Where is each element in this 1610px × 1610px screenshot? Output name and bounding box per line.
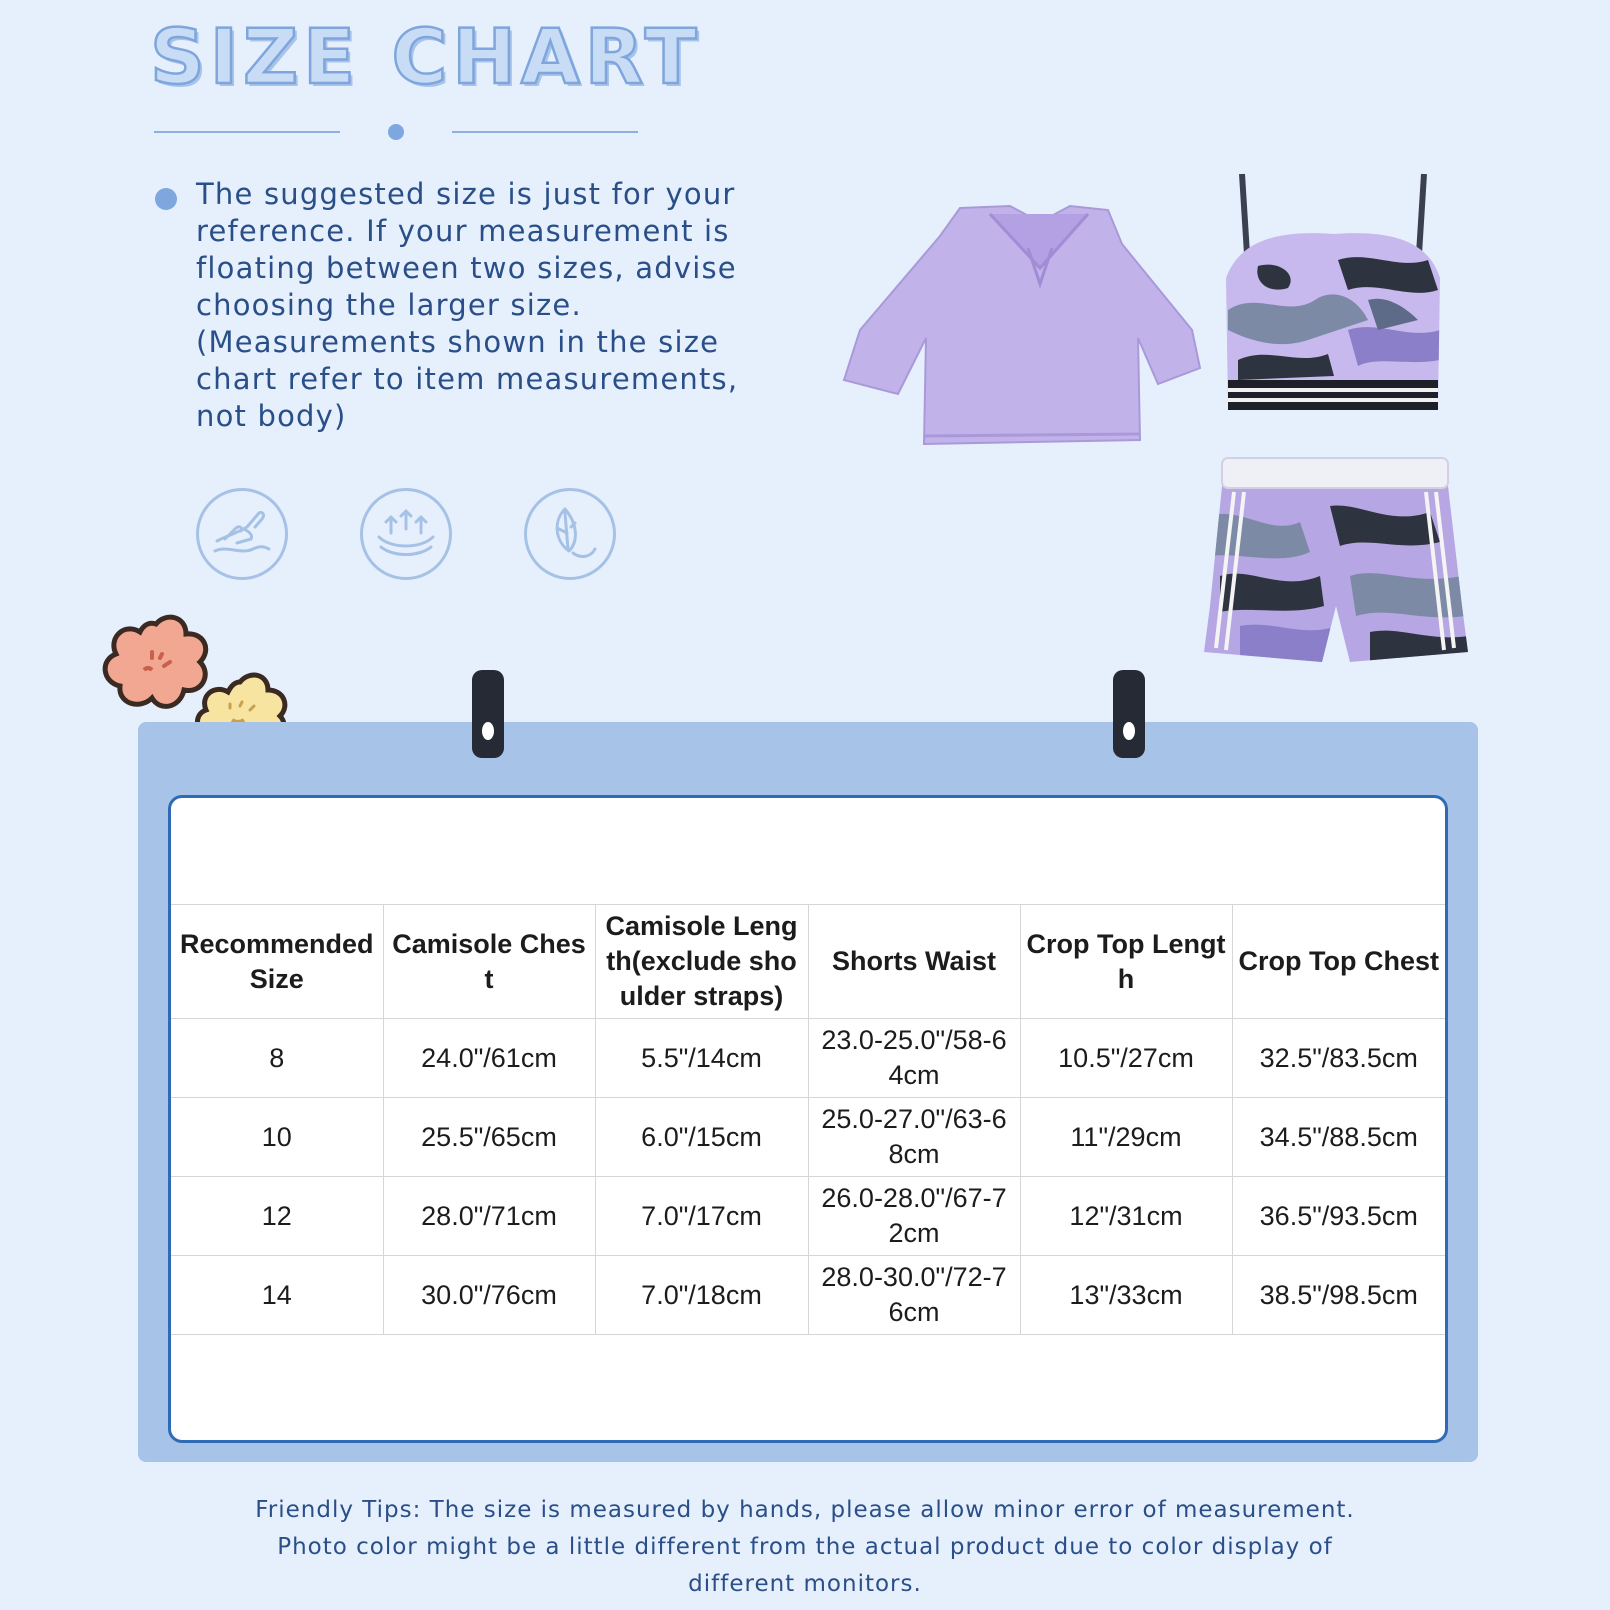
hooded-crop-top-image xyxy=(840,188,1212,448)
soft-touch-icon xyxy=(196,488,288,580)
table-cell: 14 xyxy=(171,1256,383,1335)
header-crop-top-chest: Crop Top Chest xyxy=(1232,905,1445,1019)
table-cell: 34.5"/88.5cm xyxy=(1232,1098,1445,1177)
table-cell: 30.0"/76cm xyxy=(383,1256,595,1335)
size-chart-card xyxy=(168,795,1448,1443)
product-images xyxy=(840,170,1480,680)
table-cell: 10.5"/27cm xyxy=(1020,1019,1232,1098)
board-clip-right xyxy=(1113,670,1145,758)
table-cell: 12 xyxy=(171,1177,383,1256)
table-cell: 8 xyxy=(171,1019,383,1098)
note-bullet xyxy=(155,188,177,210)
table-cell: 7.0"/17cm xyxy=(595,1177,808,1256)
table-cell: 13"/33cm xyxy=(1020,1256,1232,1335)
friendly-tips: Friendly Tips: The size is measured by hands, please allow minor error of measurement. Photo color might be a little different from the actual product due to color display of different monitors. xyxy=(255,1497,1355,1597)
table-cell: 25.5"/65cm xyxy=(383,1098,595,1177)
camouflage-camisole-image xyxy=(1218,170,1448,415)
table-cell: 6.0"/15cm xyxy=(595,1098,808,1177)
board-clip-left xyxy=(472,670,504,758)
table-cell: 11"/29cm xyxy=(1020,1098,1232,1177)
title-divider-left xyxy=(154,131,340,133)
table-cell: 24.0"/61cm xyxy=(383,1019,595,1098)
table-header-row xyxy=(171,905,1445,1019)
header-shorts-waist: Shorts Waist xyxy=(808,905,1020,1019)
table-row xyxy=(171,1177,1445,1256)
lightweight-feather-icon xyxy=(524,488,616,580)
table-cell: 23.0-25.0"/58-64cm xyxy=(808,1019,1020,1098)
header-camisole-chest: Camisole Chest xyxy=(383,905,595,1019)
header-recommended-size: Recommended Size xyxy=(171,905,383,1019)
breathable-icon xyxy=(360,488,452,580)
header-camisole-length: Camisole Length(exclude shoulder straps) xyxy=(595,905,808,1019)
title-divider-right xyxy=(452,131,638,133)
table-row xyxy=(171,1098,1445,1177)
size-reference-note: The suggested size is just for your reference. If your measurement is floating between two sizes, advise choosing the larger size. (Measurements shown in the size chart refer to item measurements, not body) xyxy=(196,177,739,433)
table-row xyxy=(171,1256,1445,1335)
table-cell: 26.0-28.0"/67-72cm xyxy=(808,1177,1020,1256)
table-cell: 32.5"/83.5cm xyxy=(1232,1019,1445,1098)
header-crop-top-length: Crop Top Length xyxy=(1020,905,1232,1019)
table-row xyxy=(171,1019,1445,1098)
camouflage-shorts-image xyxy=(1200,456,1470,678)
table-cell: 7.0"/18cm xyxy=(595,1256,808,1335)
table-cell: 36.5"/93.5cm xyxy=(1232,1177,1445,1256)
title-divider-dot xyxy=(388,124,404,140)
size-table xyxy=(171,904,1445,1335)
table-cell: 25.0-27.0"/63-68cm xyxy=(808,1098,1020,1177)
table-cell: 28.0-30.0"/72-76cm xyxy=(808,1256,1020,1335)
table-cell: 12"/31cm xyxy=(1020,1177,1232,1256)
page-title: SIZE CHART xyxy=(150,12,702,101)
table-cell: 10 xyxy=(171,1098,383,1177)
table-cell: 5.5"/14cm xyxy=(595,1019,808,1098)
table-cell: 28.0"/71cm xyxy=(383,1177,595,1256)
table-cell: 38.5"/98.5cm xyxy=(1232,1256,1445,1335)
